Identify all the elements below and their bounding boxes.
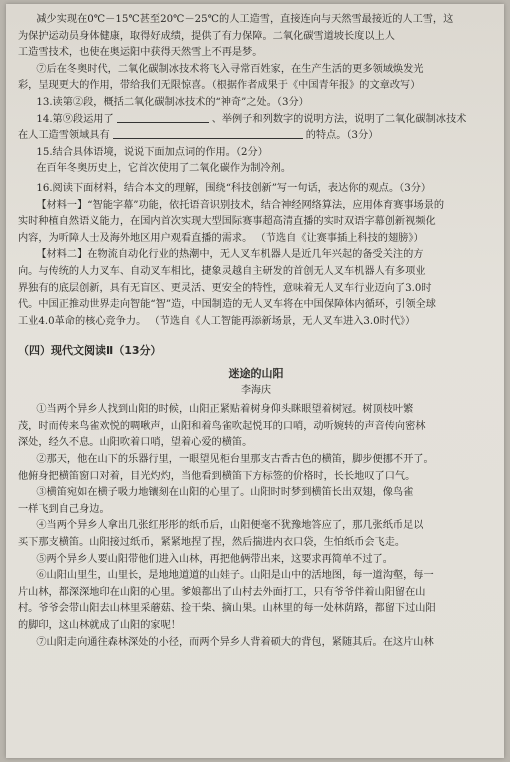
material-line: 实时种植自然语义能力，在国内首次实现大型国际赛事超高清直播的实时双语字幕创新视频化 (18, 216, 436, 228)
material-line: 内容，为听障人士及海外地区用户观看直播的需求。 （节选自《让赛事插上科技的翅膀》） (18, 232, 424, 244)
exam-paper-sheet (6, 4, 504, 758)
text-line: 为保护运动员身体健康，取得好成绩，提供了有力保障。二氧化碳雪道坡长度以上人 (18, 30, 395, 42)
section-heading: （四）现代文阅读Ⅱ（13分） (18, 344, 162, 358)
text-line: 减少实现在0℃－15℃甚至20℃－25℃的人工造雪，直接连向与天然雪最接近的人工雪，这 (36, 14, 454, 25)
question-15-quote: 在百年冬奥历史上，它首次使用了二氧化碳作为制冷剂。 (36, 163, 292, 175)
story-line: 片山林，都深深地印在山阳的心里。爹娘都出了山村去外面打工，只有爷爷伴着山阳留在山 (18, 586, 426, 598)
story-line: ⑤两个异乡人要山阳带他们进入山林，再把他俩带出来，这要求再简单不过了。 (36, 553, 393, 565)
story-line: 茂，时而传来鸟雀欢悦的啁啾声，山阳和着鸟雀吹起悦耳的口哨，动听婉转的声音传向密林 (18, 420, 426, 432)
story-line: 村。爷爷会带山阳去山林里采蘑菇、捡干柴、摘山果。山林里的每一处林荫路，都留下过山阳 (18, 603, 436, 615)
answer-blank[interactable] (117, 112, 209, 123)
story-passage (18, 402, 494, 651)
question-16: 16.阅读下面材料，结合本文的理解，围绕“科技创新”写一句话，表达你的观点。（3分） (36, 182, 432, 194)
story-title: 迷途的山阳 (228, 367, 284, 381)
paper-content (18, 12, 494, 651)
materials-block (18, 198, 494, 331)
story-line: 的脚印，这山林就成了山阳的家呢！ (18, 620, 181, 631)
question-14-text-b: 、举例子和列数字的说明方法，说明了二氧化碳制冰技术 (211, 113, 467, 125)
text-line: 工造雪技术，也使在奥运阳中获得天然雪上不再是梦。 (18, 47, 263, 59)
question-14-cont (18, 128, 494, 145)
story-author: 李海庆 (241, 385, 271, 397)
story-line: 深处，经久不息。山阳吹着口哨，望着心爱的横笛。 (18, 437, 253, 449)
material-line: 【材料二】在物流自动化行业的热潮中，无人叉车机器人是近几年兴起的备受关注的方 (36, 249, 424, 261)
answer-blank[interactable] (113, 128, 303, 139)
intro-passage (18, 12, 494, 95)
story-line: 他俯身把横笛窗口对着，目光灼灼，当他看到横笛下方标签的价格时，长长地叹了口气。 (18, 470, 416, 482)
question-14-text-a: 14.第⑨段运用了 (36, 113, 114, 125)
material-line: 向。与传统的人力叉车、自动叉车相比，捷象灵越自主研发的首创无人叉车机器人有多项业 (18, 265, 426, 277)
question-15: 15.结合具体语境，说说下面加点词的作用。（2分） (36, 146, 268, 158)
text-line: 彩，呈现更大的作用，带给我们无限惊喜。（根据作者成果于《中国青年报》的文章改写） (18, 80, 421, 92)
question-list (18, 95, 494, 198)
question-14 (18, 112, 494, 129)
question-13: 13.读第②段，概括二氧化碳制冰技术的“神奇”之处。（3分） (36, 96, 309, 108)
material-line: 界独有的底层创新，具有无盲区、更灵活、更安全的特性，意味着无人叉车行业迈向了3.0时 (18, 282, 432, 294)
story-line: ②那天，他在山下的乐器行里，一眼望见柜台里那支古香古色的横笛，脚步便挪不开了。 (36, 454, 434, 466)
question-14-text-d: 的特点。（3分） (305, 130, 379, 142)
story-line: ⑥山阳山里生，山里长，是地地道道的山娃子。山阳是山中的活地图，每一道沟壑，每一 (36, 570, 434, 582)
story-line: ③横笛宛如在横子吸力地镶刻在山阳的心里了。山阳时时梦到横笛长出双翅，像鸟雀 (36, 487, 414, 499)
story-line: ④当两个异乡人拿出几张红彤彤的纸币后，山阳便毫不犹豫地答应了，那几张纸币足以 (36, 520, 424, 532)
question-14-text-c: 在人工造雪领域具有 (18, 130, 110, 142)
story-line: ①当两个异乡人找到山阳的时候，山阳正紧贴着树身仰头眯眼望着树冠。树顶枝叶繁 (36, 404, 414, 416)
story-line: 一样飞到自己身边。 (18, 503, 110, 515)
text-line: ⑦后在冬奥时代，二氧化碳制冰技术将飞入寻常百姓家，在生产生活的更多领域焕发光 (36, 63, 424, 75)
material-line: 【材料一】“智能字幕”功能，依托语音识别技术，结合神经网络算法，应用体育赛事场景的 (36, 199, 445, 211)
story-line: ⑦山阳走向通往森林深处的小径，而两个异乡人背着硕大的背包，紧随其后。在这片山林 (36, 636, 434, 648)
material-line: 工业4.0革命的核心竞争力。 （节选自《人工智能再添新场景，无人叉车进入3.0时代》） (18, 315, 416, 327)
story-line: 买下那支横笛。山阳接过纸币，紧紧地捏了捏，然后揣进内衣口袋，生怕纸币会飞走。 (18, 537, 406, 549)
material-line: 代。中国正推动世界走向智能“智”造，中国制造的无人叉车将在中国保障体内循环，引领全球 (18, 299, 436, 311)
